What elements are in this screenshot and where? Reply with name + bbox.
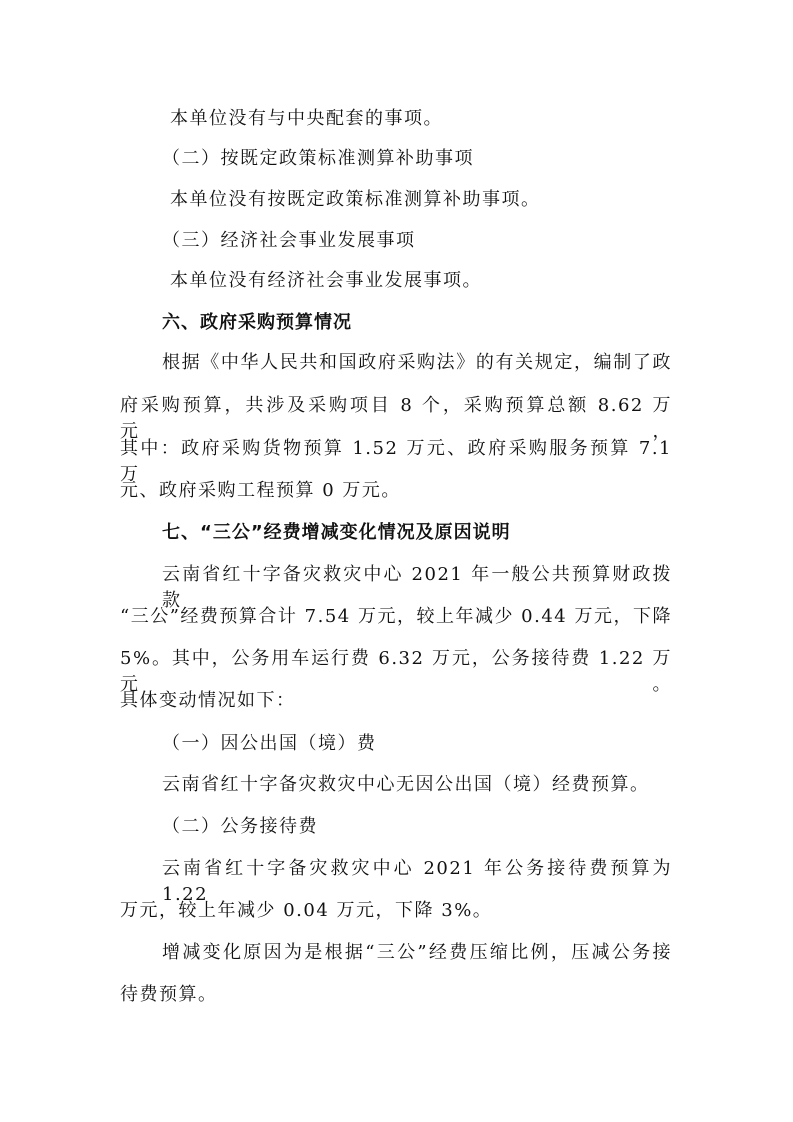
paragraph-line: 本单位没有按既定政策标准测算补助事项。 xyxy=(170,189,541,210)
paragraph-line: 万元，较上年减少 0.04 万元，下降 3%。 xyxy=(120,900,493,921)
subheading: （三）经济社会事业发展事项 xyxy=(162,230,416,251)
section-heading: 六、政府采购预算情况 xyxy=(162,312,352,333)
paragraph-line: 增减变化原因为是根据“三公”经费压缩比例，压减公务接 xyxy=(162,942,672,963)
paragraph-line: 府采购预算，共涉及采购项目 8 个，采购预算总额 8.62 万元， xyxy=(120,395,672,442)
subheading: （二）公务接待费 xyxy=(162,816,318,837)
paragraph-line: 元、政府采购工程预算 0 万元。 xyxy=(120,480,401,501)
paragraph-line: 具体变动情况如下： xyxy=(120,690,296,711)
subheading: （二）按既定政策标准测算补助事项 xyxy=(162,148,474,169)
paragraph-line: 云南省红十字备灾救灾中心 2021 年一般公共预算财政拨款 xyxy=(162,564,672,611)
paragraph-line: 本单位没有经济社会事业发展事项。 xyxy=(170,270,482,291)
paragraph-line: 其中：政府采购货物预算 1.52 万元、政府采购服务预算 7.1 万 xyxy=(120,438,672,485)
paragraph-line: 云南省红十字备灾救灾中心无因公出国（境）经费预算。 xyxy=(162,774,650,795)
paragraph-line: 云南省红十字备灾救灾中心 2021 年公务接待费预算为 1.22 xyxy=(162,858,672,905)
paragraph-line: 根据《中华人民共和国政府采购法》的有关规定，编制了政 xyxy=(162,352,672,373)
paragraph-line: 本单位没有与中央配套的事项。 xyxy=(170,108,443,129)
paragraph-line: 5%。其中，公务用车运行费 6.32 万元，公务接待费 1.22 万元。 xyxy=(120,648,672,695)
paragraph-line: 待费预算。 xyxy=(120,984,218,1005)
paragraph-line: “三公”经费预算合计 7.54 万元，较上年减少 0.44 万元，下降 xyxy=(120,606,672,627)
subheading: （一）因公出国（境）费 xyxy=(162,733,377,754)
section-heading: 七、“三公”经费增减变化情况及原因说明 xyxy=(162,522,511,543)
